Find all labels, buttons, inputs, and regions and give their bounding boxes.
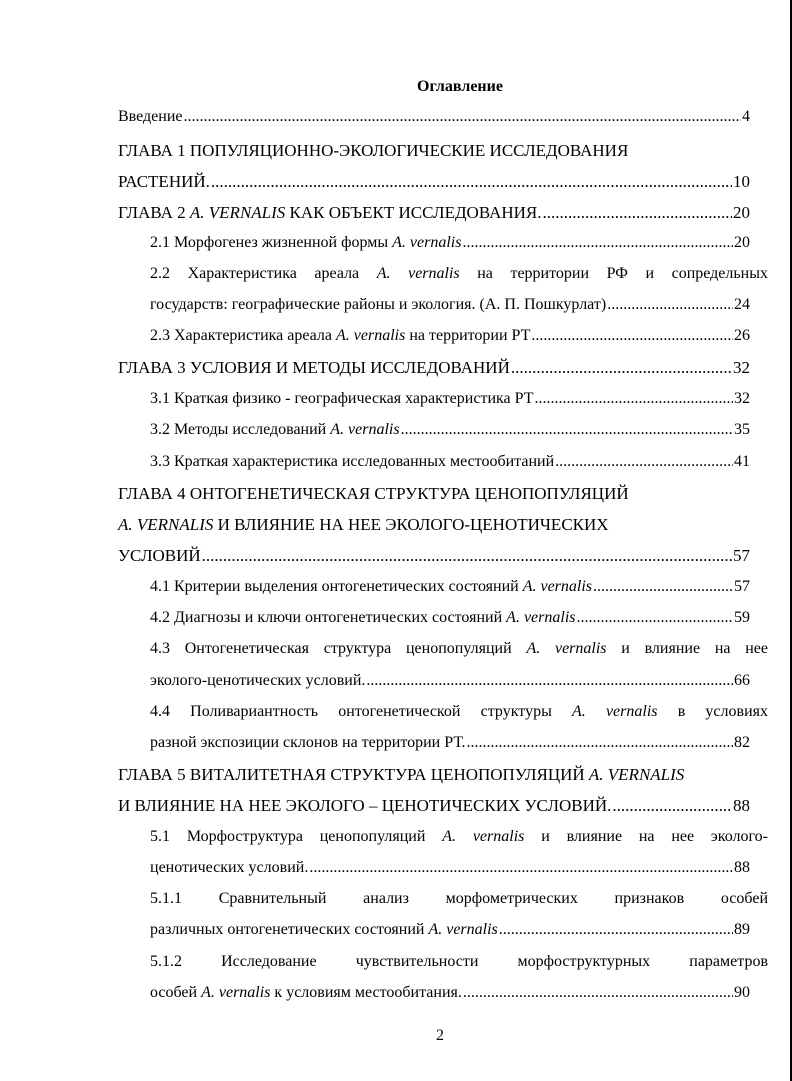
toc-entry-label: 4.2 Диагнозы и ключи онтогенетических состояний A. vernalis: [150, 609, 576, 626]
dot-leader: [309, 859, 733, 877]
toc-entry-ch4-line2[interactable]: A. VERNALIS И ВЛИЯНИЕ НА НЕЕ ЭКОЛОГО-ЦЕНОТИЧЕСКИХ: [118, 515, 609, 534]
toc-page-number: 66: [734, 672, 750, 689]
toc-entry-label: особей A. vernalis к условиям местообитания.: [150, 984, 462, 1001]
toc-entry-4-2[interactable]: [150, 609, 750, 627]
toc-page-number: 4: [742, 108, 750, 125]
dot-leader: [401, 421, 733, 439]
dot-leader: [612, 796, 732, 816]
dot-leader: [511, 358, 732, 378]
dot-leader: [211, 172, 732, 192]
toc-entry-4-4-line1[interactable]: 4.4 Поливариантность онтогенетической структуры A. vernalis в условиях: [150, 703, 768, 720]
dot-leader: [467, 734, 734, 752]
toc-page-number: 20: [734, 234, 750, 251]
dot-leader: [531, 327, 733, 345]
toc-entry-5-1-line1[interactable]: 5.1 Морфоструктура ценопопуляций A. vernalis и влияние на нее эколого-: [150, 828, 768, 845]
dot-leader: [202, 546, 732, 566]
toc-entry-ch5-line1[interactable]: ГЛАВА 5 ВИТАЛИТЕТНАЯ СТРУКТУРА ЦЕНОПОПУЛЯЦИЙ A. VERNALIS: [118, 765, 685, 784]
toc-page-number: 32: [734, 390, 750, 407]
toc-entry-3-3[interactable]: [150, 453, 750, 471]
toc-entry-2-2[interactable]: [150, 296, 750, 314]
toc-entry-ch4[interactable]: [118, 546, 750, 566]
toc-entry-ch5[interactable]: [118, 796, 750, 816]
toc-entry-label: различных онтогенетических состояний A. vernalis: [150, 921, 498, 938]
toc-page-number: 57: [733, 546, 750, 565]
toc-entry-label: 3.2 Методы исследований A. vernalis: [150, 421, 400, 438]
toc-entry-5-1-2[interactable]: [150, 984, 750, 1002]
toc-entry-3-1[interactable]: [150, 390, 750, 408]
toc-page-number: 88: [734, 859, 750, 876]
dot-leader: [577, 609, 734, 627]
dot-leader: [463, 984, 733, 1002]
toc-entry-3-2[interactable]: [150, 421, 750, 439]
toc-entry-5-1[interactable]: [150, 859, 750, 877]
page-number: 2: [436, 1027, 444, 1044]
toc-entry-label: УСЛОВИЙ: [118, 546, 201, 565]
toc-page-number: 32: [733, 358, 750, 377]
toc-page-number: 82: [734, 734, 750, 751]
toc-entry-label: 2.1 Морфогенез жизненной формы A. vernalis: [150, 234, 462, 251]
toc-entry-label: ГЛАВА 2 A. VERNALIS КАК ОБЪЕКТ ИССЛЕДОВАНИЯ.: [118, 203, 542, 222]
toc-page-number: 88: [733, 796, 750, 815]
toc-entry-label: ценотических условий.: [150, 859, 309, 876]
toc-entry-4-4[interactable]: [150, 734, 750, 752]
toc-entry-label: 4.1 Критерии выделения онтогенетических состояний A. vernalis: [150, 578, 593, 595]
toc-page-number: 35: [734, 421, 750, 438]
toc-entry-2-3[interactable]: [150, 327, 750, 345]
toc-page-number: 26: [734, 327, 750, 344]
dot-leader: [366, 672, 733, 690]
toc-page-number: 41: [734, 453, 750, 470]
toc-entry-label: 3.3 Краткая характеристика исследованных местообитаний: [150, 453, 555, 470]
toc-entry-2-2-line1[interactable]: 2.2 Характеристика ареала A. vernalis на территории РФ и сопредельных: [150, 265, 768, 282]
toc-entry-4-1[interactable]: [150, 578, 750, 596]
toc-entry-label: эколого-ценотических условий.: [150, 672, 366, 689]
dot-leader: [543, 203, 732, 223]
dot-leader: [555, 453, 733, 471]
toc-entry-5-1-1-line1[interactable]: 5.1.1 Сравнительный анализ морфометрических признаков особей: [150, 890, 768, 907]
toc-entry-5-1-1[interactable]: [150, 921, 750, 939]
dot-leader: [462, 234, 733, 252]
toc-entry-ch4-line1[interactable]: ГЛАВА 4 ОНТОГЕНЕТИЧЕСКАЯ СТРУКТУРА ЦЕНОПОПУЛЯЦИЙ: [118, 484, 629, 503]
toc-entry-ch1[interactable]: [118, 172, 750, 192]
toc-entry-5-1-2-line1[interactable]: 5.1.2 Исследование чувствительности морфоструктурных параметров: [150, 953, 768, 970]
toc-entry-ch3[interactable]: [118, 358, 750, 378]
toc-page-number: 90: [734, 984, 750, 1001]
toc-entry-intro[interactable]: [118, 108, 750, 126]
toc-page-number: 59: [734, 609, 750, 626]
toc-entry-label: Введение: [118, 108, 183, 125]
toc-entry-ch1-line1[interactable]: ГЛАВА 1 ПОПУЛЯЦИОННО-ЭКОЛОГИЧЕСКИЕ ИССЛЕДОВАНИЯ: [118, 141, 629, 160]
toc-entry-label: разной экспозиции склонов на территории РТ.: [150, 734, 466, 751]
toc-entry-2-1[interactable]: [150, 234, 750, 252]
toc-page-number: 57: [734, 578, 750, 595]
dot-leader: [499, 921, 733, 939]
dot-leader: [593, 578, 733, 596]
toc-entry-4-3-line1[interactable]: 4.3 Онтогенетическая структура ценопопуляций A. vernalis и влияние на нее: [150, 640, 768, 657]
toc-entry-label: И ВЛИЯНИЕ НА НЕЕ ЭКОЛОГО – ЦЕНОТИЧЕСКИХ УСЛОВИЙ.: [118, 796, 612, 815]
dot-leader: [184, 108, 742, 126]
toc-page-number: 24: [734, 296, 750, 313]
toc-entry-label: РАСТЕНИЙ.: [118, 172, 210, 191]
toc-entry-4-3[interactable]: [150, 672, 750, 690]
dot-leader: [535, 390, 734, 408]
toc-entry-label: государств: географические районы и экология. (А. П. Пошкурлат): [150, 296, 607, 313]
dot-leader: [607, 296, 733, 314]
toc-entry-label: ГЛАВА 3 УСЛОВИЯ И МЕТОДЫ ИССЛЕДОВАНИЙ: [118, 358, 510, 377]
toc-entry-ch2[interactable]: [118, 203, 750, 223]
toc-entry-label: 3.1 Краткая физико - географическая характеристика РТ: [150, 390, 534, 407]
toc-page-number: 89: [734, 921, 750, 938]
toc-page-number: 20: [733, 203, 750, 222]
toc-page-number: 10: [733, 172, 750, 191]
toc-entry-label: 2.3 Характеристика ареала A. vernalis на территории РТ: [150, 327, 531, 344]
page-title: Оглавление: [417, 78, 503, 95]
